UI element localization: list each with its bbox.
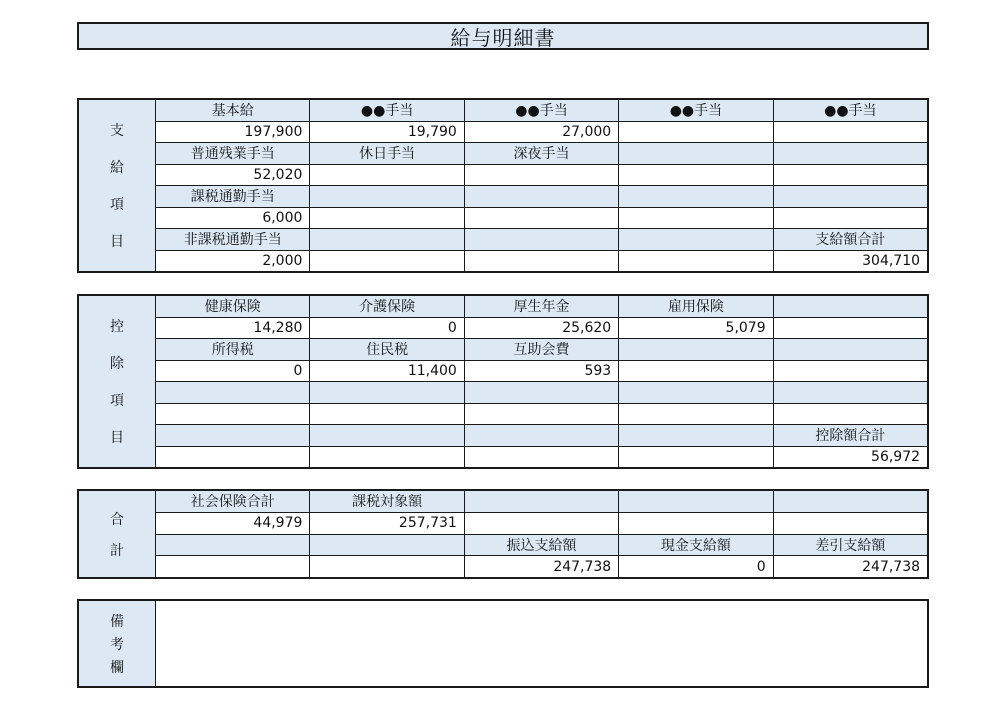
label-row xyxy=(156,425,927,447)
label-row xyxy=(156,100,927,122)
item-label xyxy=(774,491,927,512)
item-label xyxy=(774,186,927,207)
item-value[interactable]: 257,731 xyxy=(310,513,464,534)
item-value[interactable] xyxy=(774,361,927,382)
item-value[interactable]: 52,020 xyxy=(156,165,310,186)
item-value[interactable]: 19,790 xyxy=(310,122,464,143)
item-label: 休日手当 xyxy=(310,143,464,164)
value-row xyxy=(156,361,927,383)
side-char: 考 xyxy=(110,636,124,653)
item-value[interactable] xyxy=(310,208,464,229)
item-label: 振込支給額 xyxy=(465,535,619,556)
item-value[interactable] xyxy=(619,447,773,468)
item-label: 課税通勤手当 xyxy=(156,186,310,207)
item-value[interactable] xyxy=(310,556,464,577)
label-row xyxy=(156,296,927,318)
side-char: 給 xyxy=(110,160,124,177)
item-label xyxy=(465,425,619,446)
value-row xyxy=(156,165,927,187)
side-char: 控 xyxy=(110,319,124,336)
item-label xyxy=(465,491,619,512)
label-row xyxy=(156,229,927,251)
item-label: 控除額合計 xyxy=(774,425,927,446)
item-label: 所得税 xyxy=(156,339,310,360)
label-row xyxy=(156,143,927,165)
side-char: 計 xyxy=(110,542,124,559)
item-value[interactable]: 44,979 xyxy=(156,513,310,534)
item-label: 住民税 xyxy=(310,339,464,360)
item-label: 課税対象額 xyxy=(310,491,464,512)
side-char: 項 xyxy=(110,196,124,213)
item-value[interactable]: 27,000 xyxy=(465,122,619,143)
item-value[interactable]: 2,000 xyxy=(156,251,310,272)
item-label: 介護保険 xyxy=(310,296,464,317)
item-value[interactable] xyxy=(465,165,619,186)
deduction-side-label xyxy=(79,296,156,467)
item-label xyxy=(156,535,310,556)
label-row xyxy=(156,186,927,208)
value-row xyxy=(156,318,927,340)
item-value[interactable] xyxy=(619,208,773,229)
item-label xyxy=(619,425,773,446)
total-side-label xyxy=(79,491,156,577)
item-value[interactable]: 56,972 xyxy=(774,447,927,468)
value-row xyxy=(156,404,927,426)
payment-side-label xyxy=(79,100,156,271)
total-grid xyxy=(156,491,927,577)
value-row xyxy=(156,447,927,468)
item-label: 厚生年金 xyxy=(465,296,619,317)
item-label: 普通残業手当 xyxy=(156,143,310,164)
item-label xyxy=(774,382,927,403)
remarks-side-label xyxy=(79,601,156,686)
value-row xyxy=(156,513,927,535)
item-label: 互助会費 xyxy=(465,339,619,360)
item-label xyxy=(156,425,310,446)
item-label xyxy=(310,425,464,446)
total-section xyxy=(77,489,929,579)
item-value[interactable] xyxy=(156,556,310,577)
item-label xyxy=(465,382,619,403)
label-row xyxy=(156,535,927,557)
item-value[interactable] xyxy=(619,122,773,143)
value-row xyxy=(156,251,927,272)
item-label xyxy=(465,229,619,250)
side-char: 合 xyxy=(110,511,124,528)
item-value[interactable] xyxy=(774,165,927,186)
item-label xyxy=(619,186,773,207)
item-value[interactable] xyxy=(156,447,310,468)
item-value[interactable]: 593 xyxy=(465,361,619,382)
value-row xyxy=(156,208,927,230)
item-value[interactable] xyxy=(619,251,773,272)
item-value[interactable]: 5,079 xyxy=(619,318,773,339)
item-label: ●●手当 xyxy=(465,100,619,121)
deduction-grid xyxy=(156,296,927,467)
item-value[interactable] xyxy=(619,361,773,382)
item-value[interactable] xyxy=(774,513,927,534)
item-label xyxy=(310,382,464,403)
item-value[interactable] xyxy=(774,404,927,425)
side-char: 目 xyxy=(110,233,124,250)
item-value[interactable]: 304,710 xyxy=(774,251,927,272)
item-value[interactable] xyxy=(774,318,927,339)
side-char: 除 xyxy=(110,356,124,373)
item-label: 社会保険合計 xyxy=(156,491,310,512)
item-value[interactable]: 6,000 xyxy=(156,208,310,229)
item-label xyxy=(619,229,773,250)
remarks-section xyxy=(77,599,929,688)
item-value[interactable]: 0 xyxy=(310,318,464,339)
item-value[interactable] xyxy=(465,513,619,534)
side-char: 支 xyxy=(110,123,124,140)
value-row xyxy=(156,556,927,577)
side-char: 項 xyxy=(110,392,124,409)
item-value[interactable] xyxy=(465,447,619,468)
item-label xyxy=(310,535,464,556)
item-label xyxy=(619,491,773,512)
side-char: 備 xyxy=(110,613,124,630)
item-value[interactable] xyxy=(465,208,619,229)
side-char: 欄 xyxy=(110,659,124,676)
label-row xyxy=(156,491,927,513)
item-label: 非課税通勤手当 xyxy=(156,229,310,250)
item-label xyxy=(619,143,773,164)
item-label: 支給額合計 xyxy=(774,229,927,250)
item-value[interactable]: 197,900 xyxy=(156,122,310,143)
item-label xyxy=(619,382,773,403)
item-value[interactable]: 11,400 xyxy=(310,361,464,382)
item-label: ●●手当 xyxy=(310,100,464,121)
item-label xyxy=(310,186,464,207)
item-label xyxy=(774,339,927,360)
page-title: 給与明細書 xyxy=(77,22,929,50)
item-label xyxy=(156,382,310,403)
item-label: 現金支給額 xyxy=(619,535,773,556)
item-label: ●●手当 xyxy=(774,100,927,121)
item-value[interactable]: 0 xyxy=(156,361,310,382)
remarks-area[interactable] xyxy=(156,601,927,686)
item-label: ●●手当 xyxy=(619,100,773,121)
item-value[interactable]: 0 xyxy=(619,556,773,577)
value-row xyxy=(156,122,927,144)
label-row xyxy=(156,339,927,361)
item-value[interactable] xyxy=(310,165,464,186)
item-label: 雇用保険 xyxy=(619,296,773,317)
item-value[interactable] xyxy=(310,404,464,425)
item-value[interactable] xyxy=(619,165,773,186)
item-value[interactable]: 247,738 xyxy=(774,556,927,577)
item-value[interactable] xyxy=(619,513,773,534)
item-label xyxy=(310,229,464,250)
item-value[interactable] xyxy=(465,251,619,272)
item-label xyxy=(465,186,619,207)
item-value[interactable]: 25,620 xyxy=(465,318,619,339)
item-value[interactable] xyxy=(774,208,927,229)
payment-grid xyxy=(156,100,927,271)
item-label xyxy=(619,339,773,360)
item-label: 深夜手当 xyxy=(465,143,619,164)
item-value[interactable] xyxy=(310,251,464,272)
item-label: 基本給 xyxy=(156,100,310,121)
payment-section xyxy=(77,98,929,273)
label-row xyxy=(156,382,927,404)
item-value[interactable] xyxy=(310,447,464,468)
item-value[interactable]: 247,738 xyxy=(465,556,619,577)
item-value[interactable] xyxy=(774,122,927,143)
item-value[interactable]: 14,280 xyxy=(156,318,310,339)
item-value[interactable] xyxy=(619,404,773,425)
deduction-section xyxy=(77,294,929,469)
item-label xyxy=(774,296,927,317)
item-value[interactable] xyxy=(156,404,310,425)
item-label: 差引支給額 xyxy=(774,535,927,556)
item-label xyxy=(774,143,927,164)
item-value[interactable] xyxy=(465,404,619,425)
side-char: 目 xyxy=(110,429,124,446)
item-label: 健康保険 xyxy=(156,296,310,317)
